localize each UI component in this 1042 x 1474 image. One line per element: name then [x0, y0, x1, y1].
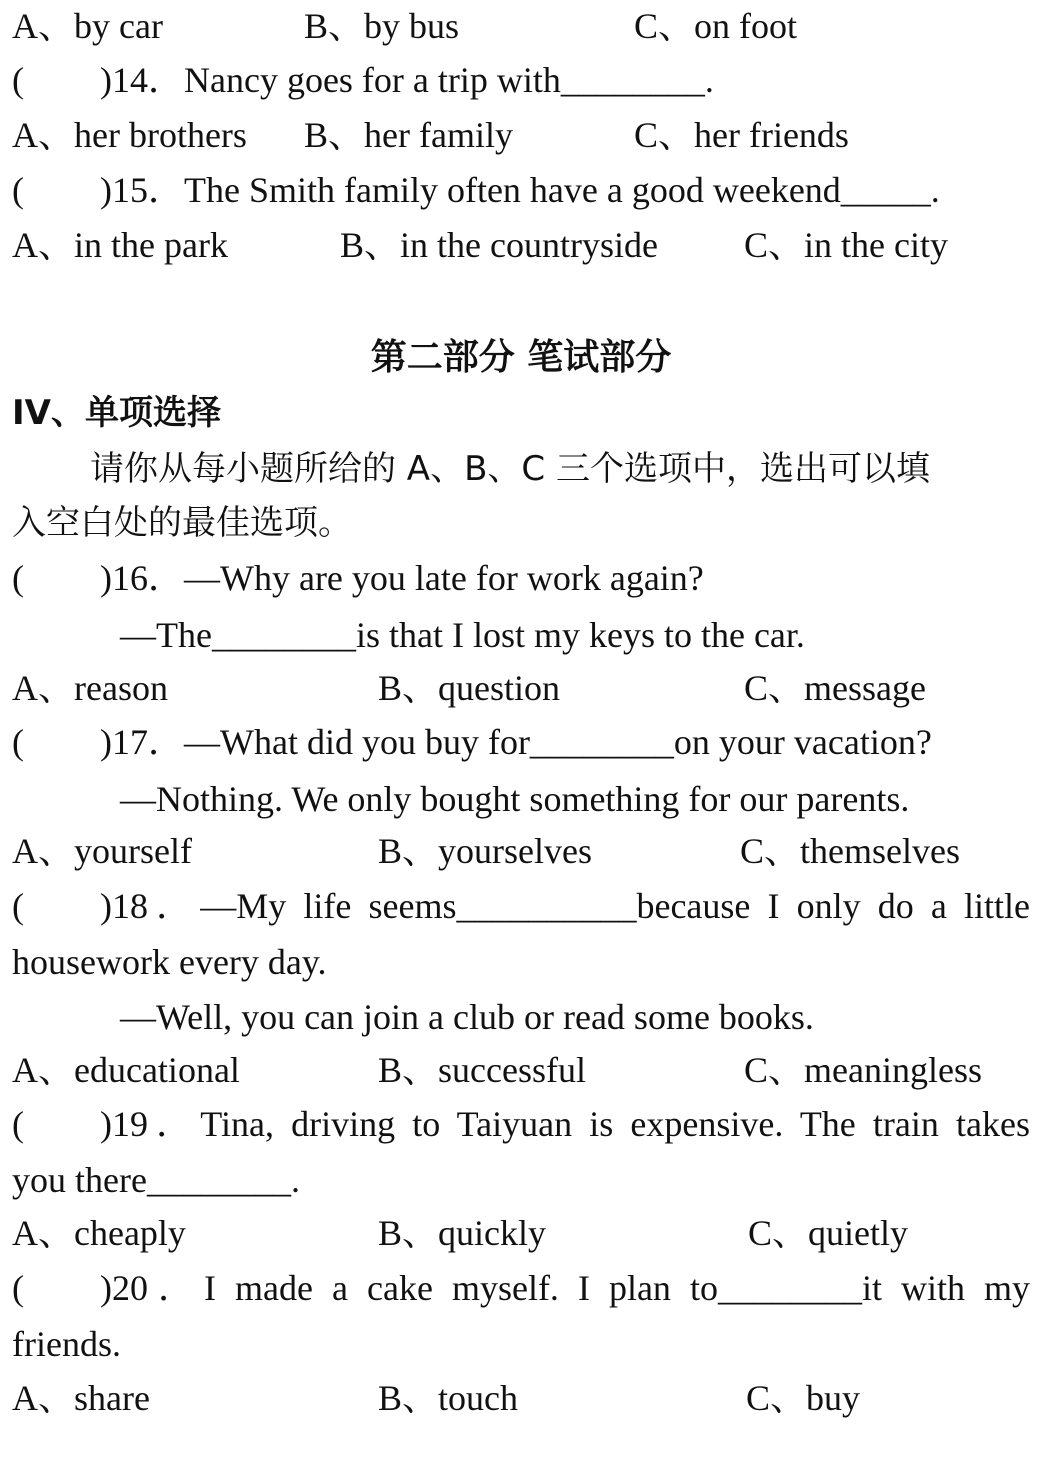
q17-option-b: B、yourselves: [378, 831, 592, 871]
question-text: )14．Nancy goes for a trip with________.: [100, 60, 714, 100]
question-20: [12, 1270, 1030, 1306]
q16-option-c: C、message: [744, 668, 926, 708]
q13-option-b: B、by bus: [304, 6, 460, 46]
section-title: IV、单项选择: [12, 393, 221, 433]
q15-option-b: B、in the countryside: [340, 225, 658, 265]
question-text: )19．Tina, driving to Taiyuan is expensive. The train takes: [100, 1104, 1030, 1144]
q20-option-c: C、buy: [746, 1378, 861, 1418]
question-text: )18．—My life seems__________because I only do a little: [100, 886, 1031, 926]
q18-option-b: B、successful: [378, 1050, 586, 1090]
q17-option-c: C、themselves: [740, 831, 960, 871]
q15-option-a: A、in the park: [12, 225, 228, 265]
q14-option-b: B、her family: [304, 115, 513, 155]
q16-option-b: B、question: [378, 668, 561, 708]
question-14: [12, 62, 714, 98]
q19-option-a: A、cheaply: [12, 1213, 186, 1253]
answer-paren: (: [12, 886, 24, 926]
q18-option-c: C、meaningless: [744, 1050, 982, 1090]
question-17: [12, 724, 932, 760]
answer-paren: (: [12, 722, 24, 762]
section-instruction-line-1: 请你从每小题所给的 A、B、C 三个选项中，选出可以填: [90, 449, 930, 489]
q13-option-a: A、by car: [12, 6, 163, 46]
q18-option-a: A、educational: [12, 1050, 240, 1090]
q17-option-a: A、yourself: [12, 831, 192, 871]
question-text: )15．The Smith family often have a good weekend_____.: [100, 170, 940, 210]
q16-option-a: A、reason: [12, 668, 168, 708]
answer-paren: (: [12, 1104, 24, 1144]
question-16: [12, 560, 704, 596]
question-19: [12, 1106, 1030, 1142]
q14-option-c: C、her friends: [634, 115, 849, 155]
question-text: )20．I made a cake myself. I plan to________it with my: [100, 1268, 1030, 1308]
q20-option-b: B、touch: [378, 1378, 518, 1418]
question-15: [12, 172, 940, 208]
part-title: 第二部分 笔试部分: [370, 337, 672, 378]
answer-paren: (: [12, 170, 24, 210]
q19-continuation: you there________.: [12, 1160, 300, 1200]
question-text: )17．—What did you buy for________on your vacation?: [100, 722, 932, 762]
question-18: [12, 888, 1030, 924]
section-instruction-line-2: 入空白处的最佳选项。: [12, 503, 352, 543]
answer-paren: (: [12, 60, 24, 100]
q18-reply: —Well, you can join a club or read some books.: [120, 997, 814, 1037]
q16-reply: —The________is that I lost my keys to the car.: [120, 615, 805, 655]
q19-option-b: B、quickly: [378, 1213, 546, 1253]
q13-option-c: C、on foot: [634, 6, 798, 46]
q20-option-a: A、share: [12, 1378, 150, 1418]
q15-option-c: C、in the city: [744, 225, 948, 265]
question-text: )16．—Why are you late for work again?: [100, 558, 704, 598]
answer-paren: (: [12, 1268, 24, 1308]
q20-continuation: friends.: [12, 1324, 121, 1364]
answer-paren: (: [12, 558, 24, 598]
q14-option-a: A、her brothers: [12, 115, 247, 155]
q19-option-c: C、quietly: [748, 1213, 908, 1253]
q17-reply: —Nothing. We only bought something for our parents.: [120, 779, 910, 819]
q18-continuation: housework every day.: [12, 942, 327, 982]
